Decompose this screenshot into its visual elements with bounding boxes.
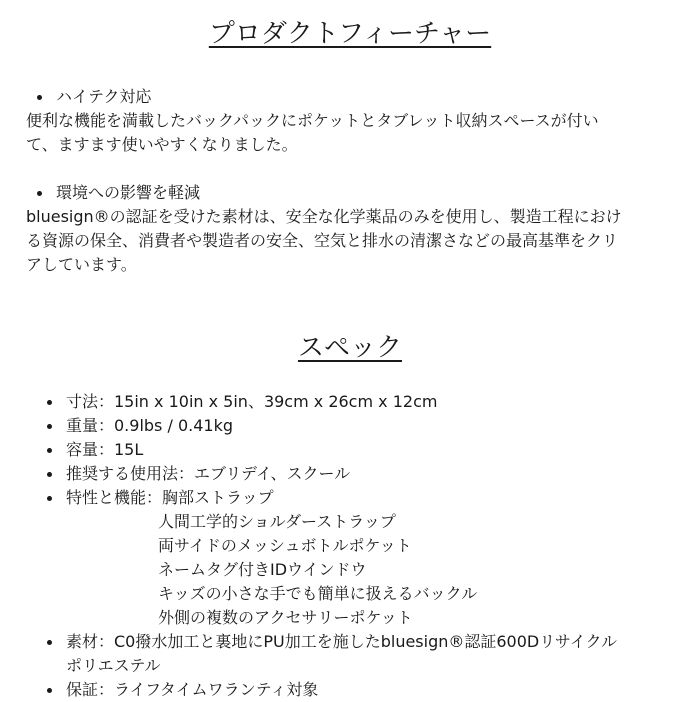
feature-hitech-line-1: 便利な機能を満載したバックパックにポケットとタブレット収納スペースが付い [26, 111, 599, 130]
feature-hitech-heading: ハイテク対応 [26, 85, 676, 109]
feature-hitech-line-2: て、ますます使いやすくなりました。 [26, 135, 298, 154]
spec-capacity [40, 438, 680, 462]
spec-material-text: 素材：C0撥水加工と裏地にPU加工を施したbluesign®認証600Dリサイクル [66, 632, 617, 651]
feature-environment [26, 181, 676, 277]
feature-environment-line-1: bluesign®の認証を受けた素材は、安全な化学薬品のみを使用し、製造工程におけ [26, 207, 622, 226]
spec-warranty [40, 678, 680, 702]
spec-feature-sub-1: 人間工学的ショルダーストラップ [158, 512, 396, 531]
feature-hitech-description [26, 109, 676, 157]
feature-environment-line-3: アしています。 [26, 255, 137, 274]
feature-hitech [26, 85, 676, 157]
features-heading [0, 18, 700, 50]
spec-dimensions-text: 寸法：15in x 10in x 5in、39cm x 26cm x 12cm [66, 392, 438, 411]
feature-environment-line-2: る資源の保全、消費者や製造者の安全、空気と排水の清潔さなどの最高基準をクリ [26, 231, 619, 250]
spec-feature-sub-4: キッズの小さな手でも簡単に扱えるバックル [158, 584, 478, 603]
spec-usage-text: 推奨する使用法：エブリデイ、スクール [66, 464, 351, 483]
spec-feature-sub-5: 外側の複数のアクセサリーポケット [158, 608, 413, 627]
spec-material-text-2: ポリエステル [66, 656, 161, 675]
spec-feature-sub-3: ネームタグ付きIDウインドウ [158, 560, 367, 579]
spec-weight-text: 重量：0.9lbs / 0.41kg [66, 416, 233, 435]
spec-weight [40, 414, 680, 438]
spec-features [40, 486, 680, 630]
spec-heading [0, 332, 700, 364]
spec-dimensions [40, 390, 680, 414]
spec-feature-sub-2: 両サイドのメッシュボトルポケット [158, 536, 412, 555]
spec-usage [40, 462, 680, 486]
spec-capacity-text: 容量：15L [66, 440, 144, 459]
spec-features-text: 特性と機能：胸部ストラップ [66, 488, 274, 507]
feature-environment-heading: 環境への影響を軽減 [26, 181, 676, 205]
features-heading-text: プロダクトフィーチャー [208, 19, 492, 49]
feature-environment-description [26, 205, 676, 277]
spec-material [40, 630, 680, 678]
spec-heading-text: スペック [297, 333, 402, 363]
spec-list [40, 390, 680, 702]
spec-warranty-text: 保証：ライフタイムワランティ対象 [66, 680, 319, 699]
